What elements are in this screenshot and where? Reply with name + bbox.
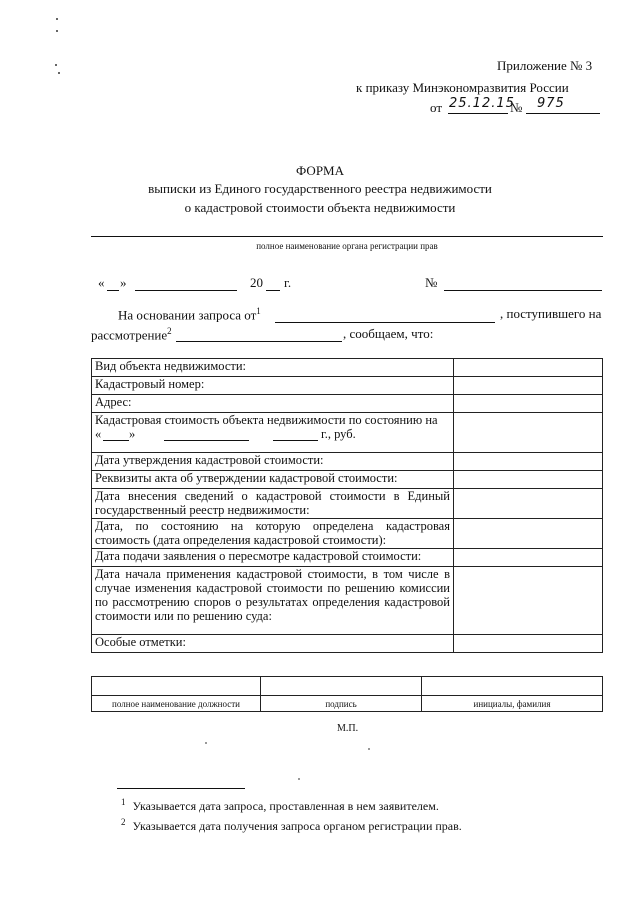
- authority-caption: полное наименование органа регистрации прав: [256, 241, 438, 251]
- year-blank: [266, 290, 280, 291]
- row-cadastral-cost-cell: [92, 413, 454, 453]
- row-value-application-start-date: [454, 567, 603, 635]
- cost-open-quote: «: [95, 427, 102, 441]
- table-row: [92, 395, 603, 413]
- scan-speck: [205, 742, 207, 744]
- row-value-approval-date: [454, 453, 603, 471]
- scan-speck: [55, 64, 57, 66]
- row-label-review-application-date: Дата подачи заявления о пересмотре кадастровой стоимости:: [92, 549, 454, 567]
- date-century: 20: [250, 275, 263, 290]
- intro-text-2: , поступившего на: [500, 306, 602, 321]
- name-caption: инициалы, фамилия: [422, 696, 603, 712]
- footnote-1-text: Указывается дата запроса, проставленная в нем заявителем.: [132, 799, 439, 813]
- intro-text-4: , сообщаем, что:: [343, 326, 434, 341]
- sign-caption: подпись: [261, 696, 422, 712]
- intro-line2: [91, 326, 172, 343]
- order-number-handwritten: 975: [537, 96, 565, 111]
- row-label-object-type: Вид объекта недвижимости:: [92, 359, 454, 377]
- table-row: [92, 453, 603, 471]
- stamp-place: М.П.: [337, 723, 359, 734]
- extract-number-blank: [444, 290, 602, 291]
- cost-day-blank: [103, 440, 129, 441]
- signature-blank-row: [92, 677, 603, 696]
- request-date-blank: [275, 322, 495, 323]
- table-row: [92, 359, 603, 377]
- date-open-quote: «: [98, 275, 105, 290]
- footnote-ref-1: 1: [256, 306, 261, 316]
- row-value-address: [454, 395, 603, 413]
- order-date-handwritten: 25.12.15: [449, 96, 515, 111]
- table-row: [92, 471, 603, 489]
- position-caption: полное наименование должности: [92, 696, 261, 712]
- cost-suffix: г., руб.: [321, 427, 356, 441]
- cost-month-blank: [164, 440, 249, 441]
- cost-year-blank: [273, 440, 318, 441]
- sign-blank: [261, 677, 422, 696]
- row-label-application-start-date: Дата начала применения кадастровой стоимости, в том числе в случае изменения кадастровой стоимости по решению комиссии по рассмотрению споров о результатах определения кадастровой стоимости или по решению суда:: [92, 567, 454, 635]
- scan-speck: [56, 18, 58, 20]
- row-value-special-notes: [454, 635, 603, 653]
- date-year-suffix: г.: [284, 275, 292, 290]
- row-label-entry-date: Дата внесения сведений о кадастровой стоимости в Единый государственный реестр недвижимости:: [92, 489, 454, 519]
- order-number-label: №: [510, 100, 523, 115]
- row-label-cadastral-number: Кадастровый номер:: [92, 377, 454, 395]
- row-value-review-application-date: [454, 549, 603, 567]
- table-row: [92, 635, 603, 653]
- scan-speck: [298, 778, 300, 780]
- table-row: [92, 377, 603, 395]
- table-row: [92, 567, 603, 635]
- name-blank: [422, 677, 603, 696]
- footnote-2: [121, 817, 462, 834]
- row-value-entry-date: [454, 489, 603, 519]
- order-number-line: [526, 113, 600, 114]
- intro-line1: [118, 306, 261, 323]
- row-label-cadastral-cost: Кадастровая стоимость объекта недвижимости по состоянию на: [95, 413, 438, 427]
- table-row: [92, 519, 603, 549]
- table-row: [92, 549, 603, 567]
- row-value-approval-act: [454, 471, 603, 489]
- number-sign: №: [425, 275, 438, 290]
- row-value-cadastral-cost: [454, 413, 603, 453]
- order-from-label: от: [430, 100, 443, 115]
- signature-table: [91, 676, 603, 712]
- row-label-approval-act: Реквизиты акта об утверждении кадастровой стоимости:: [92, 471, 454, 489]
- day-blank: [107, 290, 119, 291]
- row-value-object-type: [454, 359, 603, 377]
- intro-text-3: рассмотрение: [91, 327, 168, 343]
- footnote-1-mark: 1: [121, 797, 126, 807]
- form-heading: ФОРМА: [296, 163, 344, 178]
- form-title-line2: о кадастровой стоимости объекта недвижимости: [184, 200, 456, 215]
- table-row: [92, 489, 603, 519]
- row-label-special-notes: Особые отметки:: [92, 635, 454, 653]
- row-value-cadastral-number: [454, 377, 603, 395]
- received-date-blank: [176, 341, 342, 342]
- scan-speck: [58, 72, 60, 74]
- cost-date-line: [95, 427, 450, 442]
- scan-speck: [368, 748, 370, 750]
- order-reference: к приказу Минэкономразвития России: [356, 80, 569, 95]
- table-row: [92, 413, 603, 453]
- scan-speck: [56, 30, 58, 32]
- cadastral-value-table: [91, 358, 603, 653]
- footnote-separator: [117, 788, 245, 789]
- order-date-line: [448, 113, 508, 114]
- date-close-quote: »: [120, 275, 127, 290]
- footnote-2-mark: 2: [121, 817, 126, 827]
- row-label-determination-date: Дата, по состоянию на которую определена кадастровая стоимость (дата определения кадастровой стоимости):: [92, 519, 454, 549]
- appendix-number: Приложение № 3: [497, 58, 593, 73]
- cost-close-quote: »: [129, 427, 136, 441]
- authority-name-line: [91, 236, 603, 237]
- footnote-2-text: Указывается дата получения запроса органом регистрации прав.: [132, 819, 462, 833]
- month-blank: [135, 290, 237, 291]
- row-label-address: Адрес:: [92, 395, 454, 413]
- intro-text-1: На основании запроса от: [118, 307, 257, 323]
- footnote-ref-2: 2: [167, 326, 172, 336]
- footnote-1: [121, 797, 439, 814]
- position-blank: [92, 677, 261, 696]
- row-value-determination-date: [454, 519, 603, 549]
- signature-caption-row: [92, 696, 603, 712]
- row-label-approval-date: Дата утверждения кадастровой стоимости:: [92, 453, 454, 471]
- form-title-line1: выписки из Единого государственного реестра недвижимости: [148, 181, 492, 196]
